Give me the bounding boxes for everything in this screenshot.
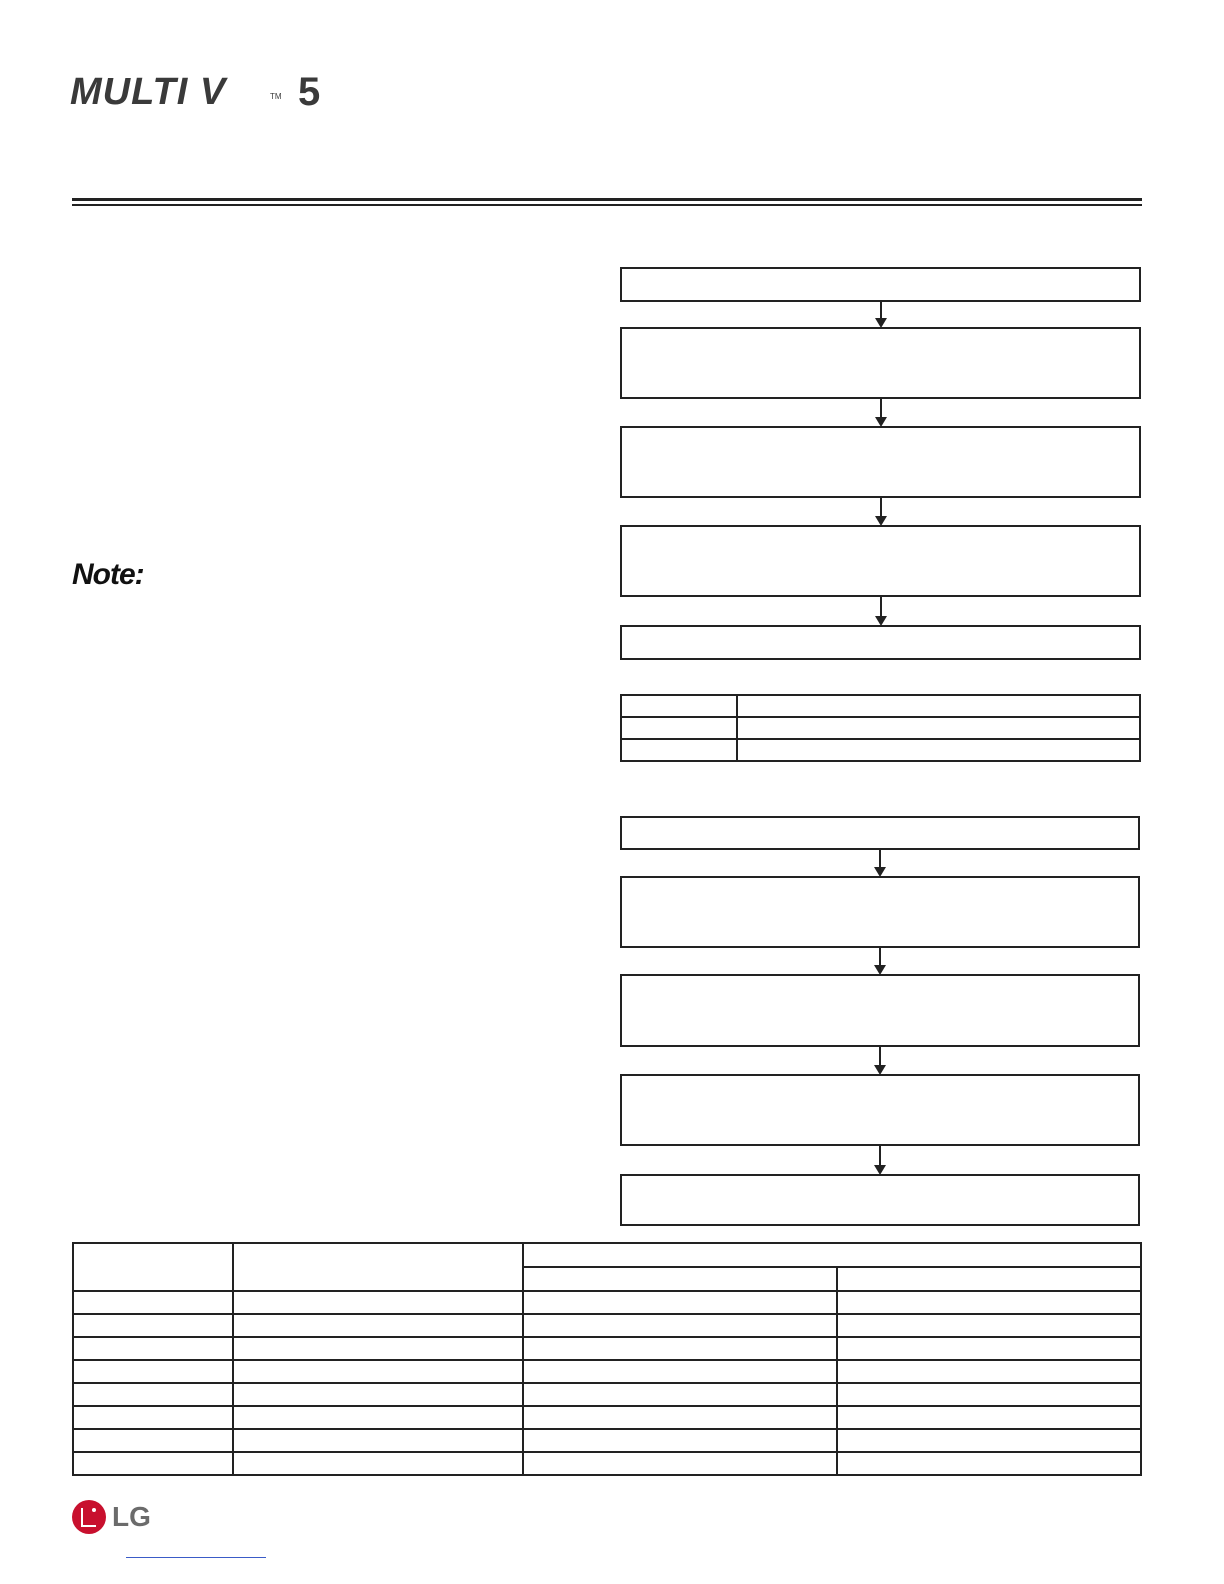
table-cell — [73, 1406, 233, 1429]
table-cell — [737, 739, 1140, 761]
table-cell — [233, 1337, 523, 1360]
table-row — [73, 1337, 1141, 1360]
table-cell — [621, 739, 737, 761]
table-header-row — [73, 1243, 1141, 1267]
table-cell — [837, 1452, 1141, 1475]
table-cell — [73, 1360, 233, 1383]
table-row — [73, 1452, 1141, 1475]
table-cell — [73, 1314, 233, 1337]
table-cell — [837, 1383, 1141, 1406]
table-header-cell — [523, 1243, 1141, 1267]
flow-arrow — [879, 1047, 881, 1073]
table-header-cell — [73, 1243, 233, 1291]
header-double-rule — [72, 198, 1142, 206]
table-cell — [73, 1291, 233, 1314]
flow-box-3 — [620, 974, 1140, 1047]
flow-arrow — [880, 302, 882, 326]
table-cell — [523, 1406, 837, 1429]
table-cell — [737, 717, 1140, 739]
table-header-cell — [523, 1267, 837, 1291]
table-cell — [73, 1429, 233, 1452]
table-cell — [837, 1291, 1141, 1314]
flow-box-1 — [620, 267, 1141, 302]
table-row — [621, 717, 1140, 739]
table-cell — [523, 1383, 837, 1406]
table-cell — [523, 1429, 837, 1452]
footer-link-underline[interactable] — [126, 1557, 266, 1558]
table-header-cell — [837, 1267, 1141, 1291]
table-cell — [523, 1337, 837, 1360]
table-cell — [233, 1291, 523, 1314]
table-row — [73, 1429, 1141, 1452]
note-label: Note: — [72, 558, 144, 591]
table-cell — [233, 1360, 523, 1383]
table-row — [621, 739, 1140, 761]
table-cell — [837, 1314, 1141, 1337]
table-cell — [621, 717, 737, 739]
logo-trademark: TM — [270, 92, 282, 101]
lg-face-icon — [72, 1500, 106, 1534]
flow-box-4 — [620, 1074, 1140, 1146]
table-cell — [837, 1337, 1141, 1360]
table-cell — [233, 1314, 523, 1337]
table-row — [621, 695, 1140, 717]
table-cell — [837, 1406, 1141, 1429]
flow-arrow — [880, 498, 882, 524]
flow-arrow — [879, 948, 881, 973]
table-cell — [737, 695, 1140, 717]
table-cell — [233, 1383, 523, 1406]
table-cell — [837, 1360, 1141, 1383]
logo-number: 5 — [298, 70, 321, 114]
table-cell — [837, 1429, 1141, 1452]
flow-arrow — [879, 1146, 881, 1173]
logo-wordmark: MULTI V — [70, 71, 227, 113]
table-row — [73, 1291, 1141, 1314]
table-cell — [523, 1360, 837, 1383]
table-row — [73, 1383, 1141, 1406]
table-cell — [73, 1452, 233, 1475]
table-cell — [73, 1383, 233, 1406]
flow-box-5 — [620, 1174, 1140, 1226]
flow-box-4 — [620, 525, 1141, 597]
flow-arrow — [880, 399, 882, 425]
table-cell — [233, 1452, 523, 1475]
flow-box-5 — [620, 625, 1141, 660]
flow-box-1 — [620, 816, 1140, 850]
table-cell — [621, 695, 737, 717]
table-cell — [523, 1291, 837, 1314]
table-cell — [523, 1452, 837, 1475]
table-cell — [233, 1406, 523, 1429]
flow-box-2 — [620, 876, 1140, 948]
table-row — [73, 1406, 1141, 1429]
bottom-table — [72, 1242, 1142, 1476]
table-cell — [523, 1314, 837, 1337]
table-row — [73, 1314, 1141, 1337]
flow-arrow — [879, 850, 881, 875]
flow-arrow — [880, 597, 882, 624]
table-header-cell — [233, 1243, 523, 1291]
table-cell — [233, 1429, 523, 1452]
flow-box-2 — [620, 327, 1141, 399]
table-row — [73, 1360, 1141, 1383]
multi-v-5-logo — [70, 70, 340, 114]
small-table — [620, 694, 1141, 762]
lg-logo — [72, 1500, 162, 1536]
table-cell — [73, 1337, 233, 1360]
lg-wordmark: LG — [112, 1501, 151, 1532]
flow-box-3 — [620, 426, 1141, 498]
